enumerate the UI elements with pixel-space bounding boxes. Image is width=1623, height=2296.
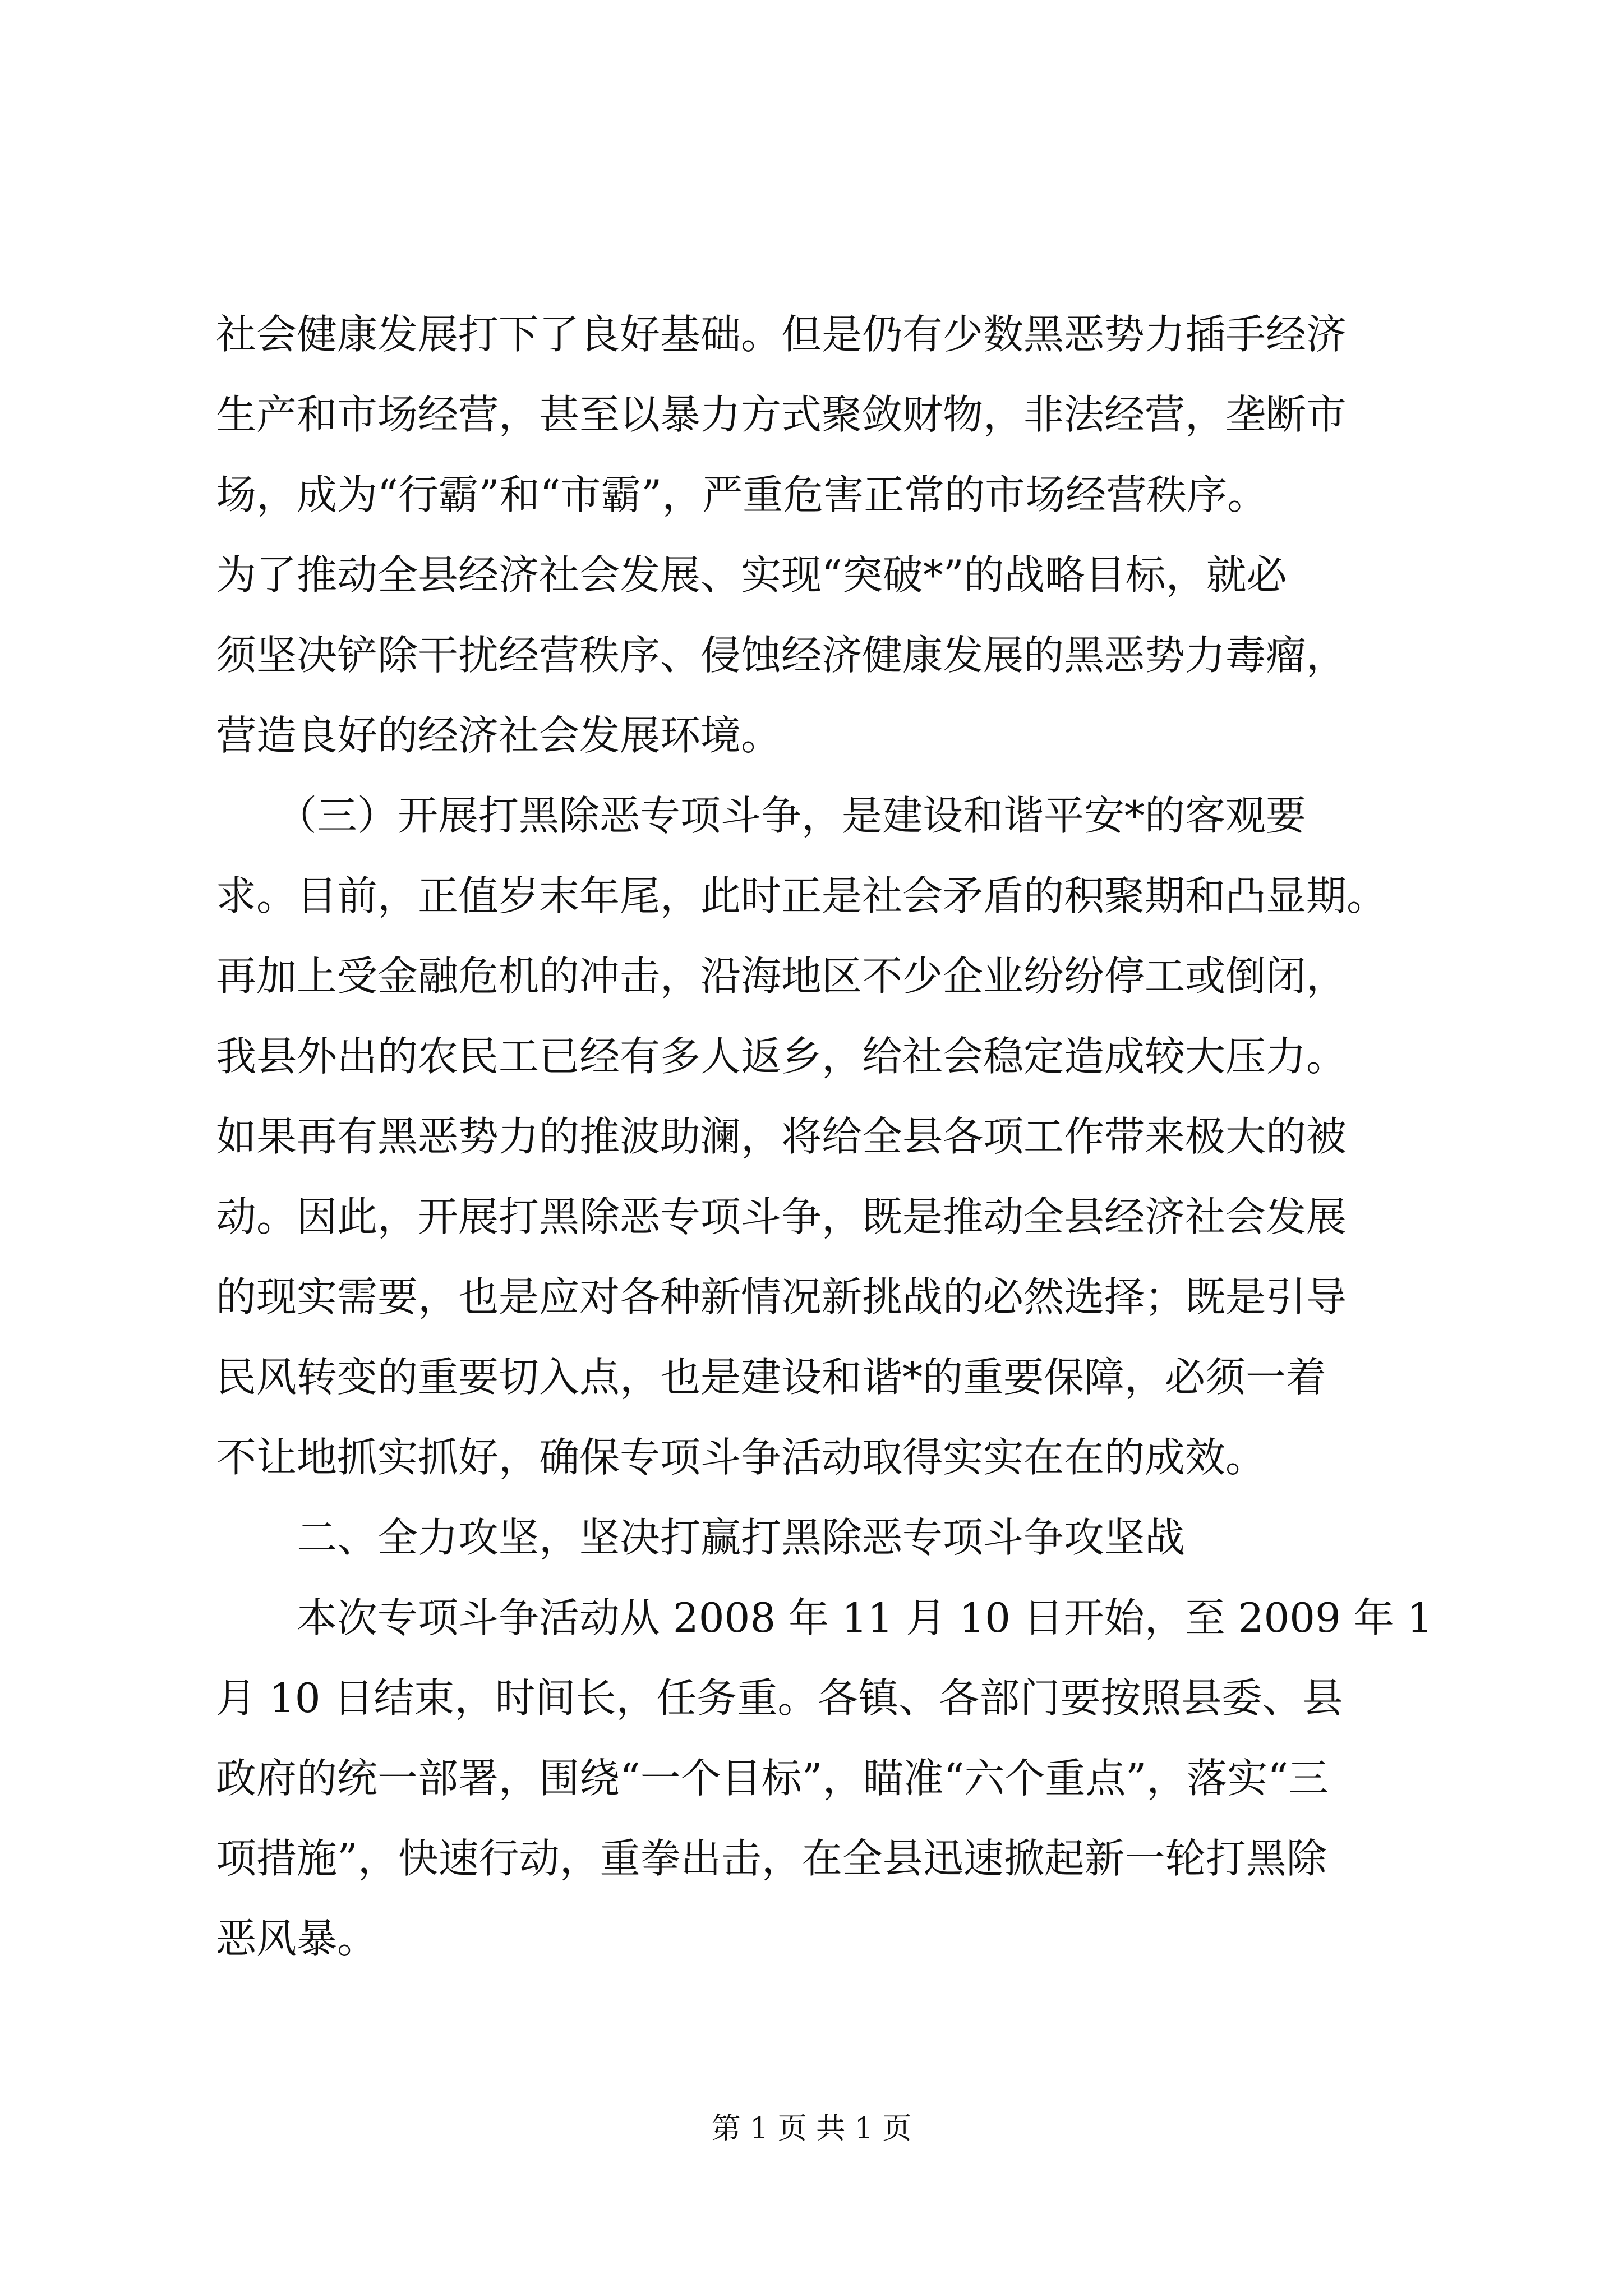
page-number-footer: 第 1 页 共 1 页 — [711, 2112, 912, 2146]
text-line: 如果再有黑恶势力的推波助澜，将给全县各项工作带来极大的被 — [216, 1113, 1347, 1160]
text-line: 我县外出的农民工已经有多人返乡，给社会稳定造成较大压力。 — [216, 1033, 1347, 1080]
text-line: 本次专项斗争活动从 2008 年 11 月 10 日开始，至 2009 年 1 — [216, 1594, 1433, 1641]
text-line: 政府的统一部署，围绕“一个目标”，瞄准“六个重点”，落实“三 — [216, 1755, 1329, 1802]
text-line: （三）开展打黑除恶专项斗争，是建设和谐平安*的客观要 — [216, 792, 1307, 839]
text-line: 不让地抓实抓好，确保专项斗争活动取得实实在在的成效。 — [216, 1434, 1266, 1481]
text-line: 生产和市场经营，甚至以暴力方式聚敛财物，非法经营，垄断市 — [216, 391, 1347, 438]
text-line: 恶风暴。 — [216, 1915, 378, 1962]
text-line: 场，成为“行霸”和“市霸”，严重危害正常的市场经营秩序。 — [216, 471, 1268, 518]
text-line: 为了推动全县经济社会发展、实现“突破*”的战略目标，就必 — [216, 551, 1287, 599]
text-line: 社会健康发展打下了良好基础。但是仍有少数黑恶势力插手经济 — [216, 311, 1347, 358]
body-text — [216, 295, 1433, 1979]
text-line: 的现实需要，也是应对各种新情况新挑战的必然选择；既是引导 — [216, 1273, 1347, 1320]
text-line: 须坚决铲除干扰经营秩序、侵蚀经济健康发展的黑恶势力毒瘤， — [216, 632, 1347, 679]
text-line: 民风转变的重要切入点，也是建设和谐*的重要保障，必须一着 — [216, 1354, 1327, 1401]
text-line: 营造良好的经济社会发展环境。 — [216, 712, 782, 759]
section-heading: 二、全力攻坚，坚决打赢打黑除恶专项斗争攻坚战 — [216, 1514, 1186, 1561]
text-line: 项措施”，快速行动，重拳出击，在全县迅速掀起新一轮打黑除 — [216, 1835, 1327, 1882]
text-line: 求。目前，正值岁末年尾，此时正是社会矛盾的积聚期和凸显期。 — [216, 872, 1387, 919]
text-line: 月 10 日结束，时间长，任务重。各镇、各部门要按照县委、县 — [216, 1674, 1343, 1722]
text-line: 再加上受金融危机的冲击，沿海地区不少企业纷纷停工或倒闭， — [216, 953, 1347, 1000]
text-line: 动。因此，开展打黑除恶专项斗争，既是推动全县经济社会发展 — [216, 1193, 1347, 1240]
